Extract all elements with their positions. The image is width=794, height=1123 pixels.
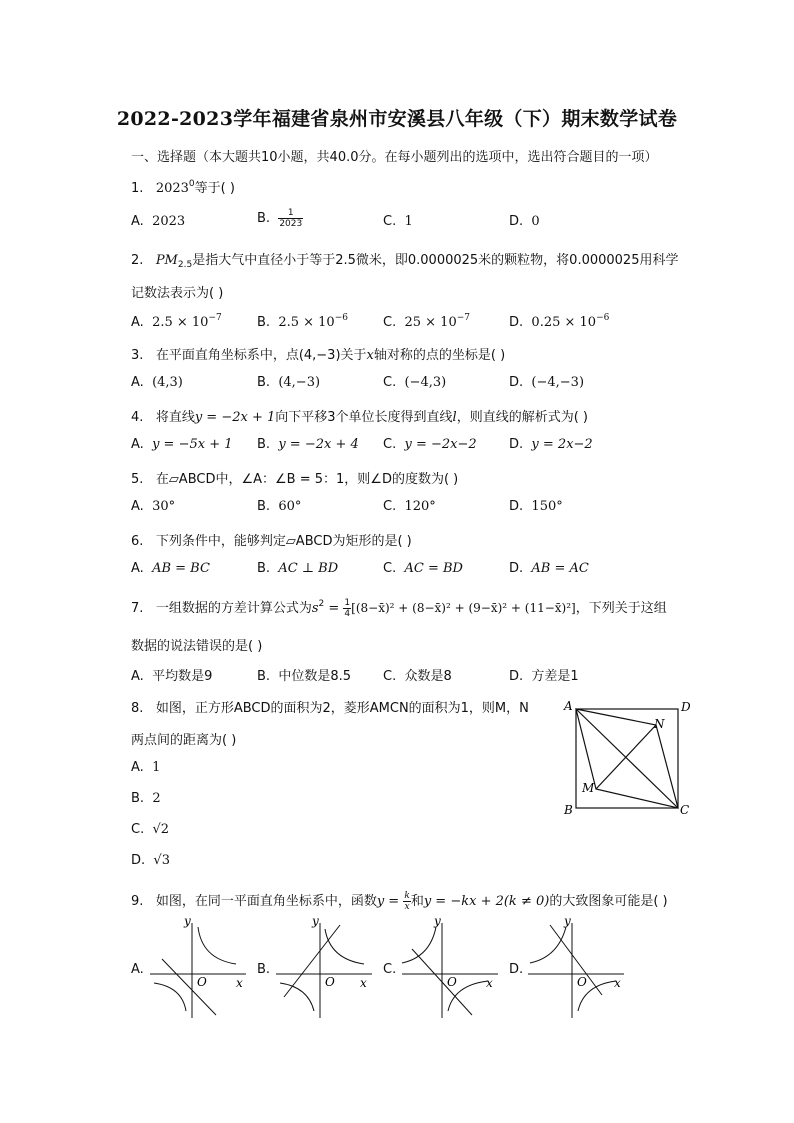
q7-option-a[interactable]: A. 平均数是9 (131, 669, 213, 684)
option-text: y = −2x−2 (404, 437, 477, 452)
q2-option-a[interactable]: A. $2.5 \times 10^{-7}$ (131, 313, 222, 330)
option-text: 中位数是8.5 (278, 669, 352, 684)
option-text: AB = BC (152, 561, 210, 576)
label-b: B (564, 803, 573, 817)
q9-graph-d[interactable] (526, 915, 626, 1020)
option-text: y = −5x + 1 (152, 437, 233, 452)
x-label: x (486, 976, 493, 990)
q9-graph-b[interactable] (274, 915, 374, 1020)
option-text: 1 (404, 214, 413, 229)
option-text: 30° (152, 499, 176, 514)
q2-option-b[interactable]: B. $2.5 \times 10^{-6}$ (257, 313, 348, 330)
option-text: 2.5 × 10 (152, 315, 209, 330)
question-number: 6. (131, 534, 144, 549)
q1-option-d[interactable]: D. 0 (509, 214, 540, 229)
q9-text-mid: 和 (410, 894, 424, 909)
label-d: D (681, 700, 691, 714)
q2-option-c[interactable]: C. $25 \times 10^{-7}$ (383, 313, 471, 330)
option-text: y = −2x + 4 (278, 437, 359, 452)
question-3 (131, 344, 505, 363)
q4-text-mid: 向下平移3个单位长度得到直线 (275, 410, 453, 425)
function-1: y = (376, 894, 404, 909)
q3-text-end: 轴对称的点的坐标是( ) (373, 348, 506, 363)
q6-option-c[interactable]: C. AC = BD (383, 561, 463, 576)
option-text: (4,−3) (278, 375, 321, 390)
y-label: y (564, 915, 571, 928)
q4-text: 将直线 (155, 410, 195, 425)
q3-text: 在平面直角坐标系中，点(4,−3)关于 (155, 348, 367, 363)
variable: l (452, 410, 457, 425)
label-n: N (654, 717, 665, 731)
question-1 (131, 177, 235, 196)
q7-line2: 数据的说法错误的是( ) (131, 639, 263, 654)
q5-option-d[interactable]: D. 150° (509, 499, 563, 514)
q7-option-c[interactable]: C. 众数是8 (383, 669, 452, 684)
option-text: 2.5 × 10 (278, 315, 335, 330)
option-text: 0 (531, 214, 540, 229)
question-5 (131, 468, 458, 487)
denominator: 4 (344, 609, 351, 619)
formula-symbol: s (311, 601, 319, 616)
q3-option-b[interactable]: B. (4,−3) (257, 375, 321, 390)
question-4 (131, 406, 588, 425)
q7-text-end: ，下列关于这组 (575, 601, 667, 616)
option-text: AC = BD (404, 561, 463, 576)
question-9 (131, 890, 668, 912)
q8-text: 如图，正方形ABCD的面积为2，菱形AMCN的面积为1，则M，N (155, 701, 529, 716)
q9-option-c-label[interactable]: C. (383, 962, 397, 977)
q5-option-c[interactable]: C. 120° (383, 499, 436, 514)
option-text: 25 × 10 (404, 315, 457, 330)
q1-option-c[interactable]: C. 1 (383, 214, 413, 229)
option-text: 平均数是9 (152, 669, 213, 684)
hyperbola-branch-1 (198, 927, 236, 964)
q9-graph-c[interactable] (400, 915, 500, 1020)
label-a: A (564, 699, 573, 713)
question-number: 8. (131, 701, 144, 716)
q7-option-d[interactable]: D. 方差是1 (509, 669, 579, 684)
q8-option-b[interactable]: B. 2 (131, 791, 161, 806)
y-label: y (434, 915, 441, 928)
option-text: (−4,3) (404, 375, 447, 390)
origin-label: O (325, 975, 335, 989)
q1-text: 等于( ) (194, 181, 235, 196)
q6-option-b[interactable]: B. AC ⊥ BD (257, 561, 339, 576)
option-text: 方差是1 (531, 669, 579, 684)
numerator: 1 (278, 208, 303, 219)
variable: x (366, 348, 374, 363)
label-c: C (680, 803, 690, 817)
option-text: (−4,−3) (531, 375, 585, 390)
q4-option-a[interactable]: A. y = −5x + 1 (131, 437, 233, 452)
denominator: 2023 (279, 219, 303, 229)
line-graph (550, 925, 602, 995)
origin-label: O (577, 975, 587, 989)
q4-option-d[interactable]: D. y = 2x−2 (509, 437, 593, 452)
exponent: −7 (456, 313, 471, 323)
exponent: −7 (208, 313, 222, 323)
q4-option-c[interactable]: C. y = −2x−2 (383, 437, 477, 452)
q4-option-b[interactable]: B. y = −2x + 4 (257, 437, 359, 452)
q5-option-b[interactable]: B. 60° (257, 499, 302, 514)
x-label: x (360, 976, 367, 990)
q6-text: 下列条件中，能够判定▱ABCD为矩形的是( ) (155, 534, 412, 549)
q7-text: 一组数据的方差计算公式为 (155, 601, 312, 616)
option-text: y = 2x−2 (531, 437, 593, 452)
hyperbola-branch-2 (280, 983, 314, 1011)
question-8 (131, 697, 529, 716)
option-text: √3 (153, 853, 170, 868)
hyperbola-branch-2 (154, 983, 186, 1011)
q4-text-end: ，则直线的解析式为( ) (456, 410, 588, 425)
option-text: AB = AC (531, 561, 589, 576)
q7-option-b[interactable]: B. 中位数是8.5 (257, 669, 352, 684)
pm-subscript: 2.5 (177, 260, 193, 270)
q9-text-end: 的大致图象可能是( ) (549, 894, 668, 909)
formula-square: 2 (318, 599, 325, 609)
origin-label: O (197, 975, 207, 989)
numerator: k (404, 891, 410, 901)
question-number: 4. (131, 410, 144, 425)
question-number: 1. (131, 181, 144, 196)
option-text: 60° (278, 499, 302, 514)
section-heading: 一、选择题（本大题共10小题，共40.0分。在每小题列出的选项中，选出符合题目的一项） (131, 150, 658, 165)
formula-body: [(8−x̄)² + (8−x̄)² + (9−x̄)² + (11−x̄)²] (351, 601, 576, 615)
q2-option-d[interactable]: D. $0.25 \times 10^{-6}$ (509, 313, 610, 330)
q1-option-a[interactable]: A. 2023 (131, 214, 186, 229)
fraction (278, 208, 303, 229)
option-text: 2023 (152, 214, 186, 229)
q2-line2: 记数法表示为( ) (131, 286, 224, 301)
pm-symbol: PM (155, 253, 178, 268)
q1-option-b[interactable]: B. $\frac{1}{2023}$ (257, 208, 303, 229)
question-6 (131, 530, 412, 549)
label-m: M (582, 781, 595, 795)
origin-label: O (447, 975, 457, 989)
option-text: 120° (404, 499, 436, 514)
q9-graph-a[interactable] (148, 915, 248, 1020)
q3-option-c[interactable]: C. (−4,3) (383, 375, 447, 390)
question-number: 9. (131, 894, 144, 909)
question-7 (131, 597, 667, 619)
expression: y = −2x + 1 (194, 410, 276, 425)
y-label: y (312, 915, 319, 928)
function-2: y = −kx + 2(k ≠ 0) (423, 894, 550, 909)
hyperbola-branch-1 (325, 929, 364, 964)
option-text: 150° (531, 499, 563, 514)
denominator: x (404, 902, 410, 912)
q5-text: 在▱ABCD中，∠A：∠B = 5：1，则∠D的度数为( ) (155, 472, 459, 487)
page-title: 2022-2023学年福建省泉州市安溪县八年级（下）期末数学试卷 (116, 108, 678, 130)
q6-option-a[interactable]: A. AB = BC (131, 561, 210, 576)
q9-option-d-label[interactable]: D. (509, 962, 524, 977)
option-text: √2 (152, 822, 170, 837)
y-label: y (184, 915, 191, 928)
q9-option-b-label[interactable]: B. (257, 962, 271, 977)
q5-option-a[interactable]: A. 30° (131, 499, 176, 514)
question-number: 2. (131, 253, 144, 268)
formula-equals: = (324, 601, 344, 616)
exponent: −6 (596, 313, 610, 323)
q9-option-a-label[interactable]: A. (131, 962, 144, 977)
q8-line2: 两点间的距离为( ) (131, 733, 237, 748)
q1-exp: 0 (188, 179, 195, 189)
q6-option-d[interactable]: D. AB = AC (509, 561, 589, 576)
q3-option-a[interactable]: A. (4,3) (131, 375, 183, 390)
numerator: 1 (344, 598, 351, 608)
square-rhombus-figure (560, 695, 700, 820)
question-number: 7. (131, 601, 144, 616)
fraction (343, 598, 351, 619)
q9-text: 如图，在同一平面直角坐标系中，函数 (155, 894, 377, 909)
option-text: 0.25 × 10 (531, 315, 597, 330)
hyperbola-branch-1 (530, 927, 566, 963)
fraction (403, 891, 410, 912)
q8-option-c[interactable]: C. √2 (131, 822, 170, 837)
x-label: x (236, 976, 243, 990)
hyperbola-branch-1 (402, 927, 436, 963)
x-label: x (614, 976, 621, 990)
option-text: AC ⊥ BD (278, 561, 339, 576)
question-2 (131, 249, 678, 270)
option-text: 2 (152, 791, 161, 806)
question-number: 3. (131, 348, 144, 363)
q2-text: 是指大气中直径小于等于2.5微米，即0.0000025米的颗粒物，将0.0000025用科学 (192, 253, 679, 268)
question-number: 5. (131, 472, 144, 487)
option-text: 众数是8 (404, 669, 452, 684)
line-graph (162, 959, 216, 1015)
q1-base: 2023 (155, 181, 189, 196)
option-text: 1 (152, 760, 161, 775)
exponent: −6 (334, 313, 348, 323)
q8-option-a[interactable]: A. 1 (131, 760, 161, 775)
q3-option-d[interactable]: D. (−4,−3) (509, 375, 585, 390)
q8-option-d[interactable]: D. √3 (131, 853, 170, 868)
option-text: (4,3) (152, 375, 183, 390)
